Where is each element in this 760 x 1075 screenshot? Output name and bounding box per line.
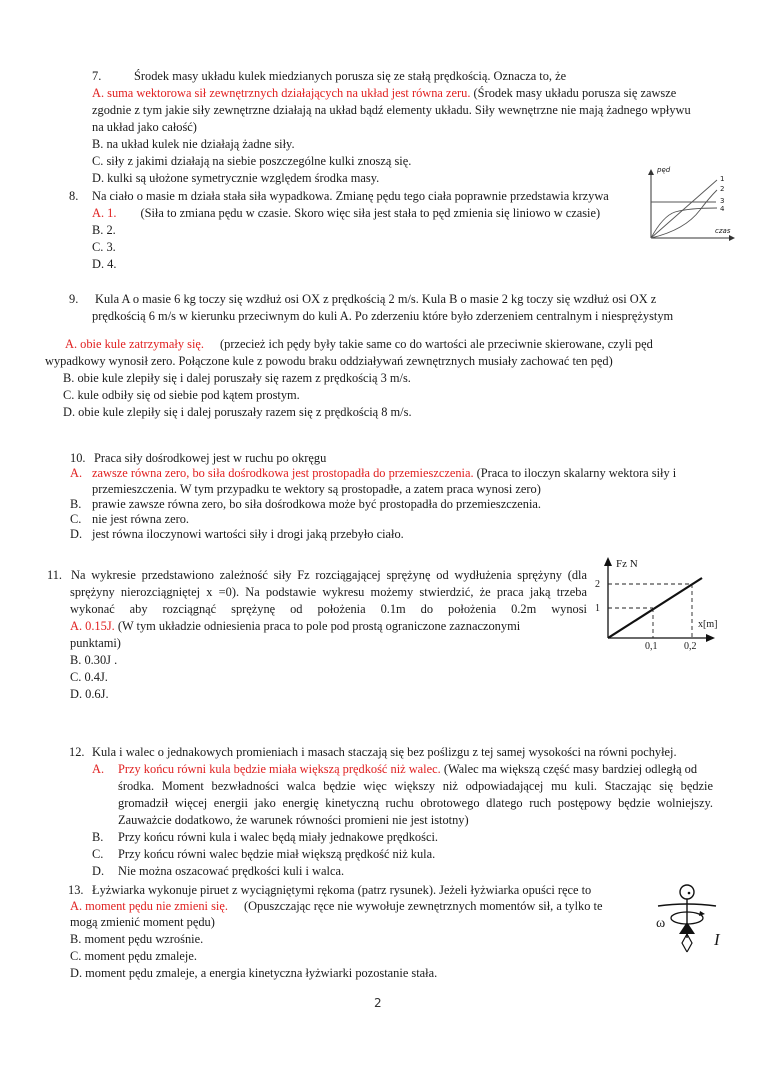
q7-explanation-3: na układ jako całość) <box>92 120 197 134</box>
q8-correct-answer: A. 1. <box>92 206 117 220</box>
curve-label-2: 2 <box>720 185 725 193</box>
page-number: 2 <box>374 996 382 1010</box>
q10-option-c-letter: C. <box>70 512 82 526</box>
q12-option-d: Nie można oszacować prędkości kuli i walca. <box>118 864 345 878</box>
graph-x-label: czas <box>715 227 731 235</box>
skater-figure <box>652 878 737 958</box>
q8-answer-line <box>92 205 600 221</box>
q11-option-c: C. 0.4J. <box>70 670 108 684</box>
q12-explanation-4: Zauważcie dodatkowo, że warunek równości promieni nie jest istotny) <box>118 813 469 827</box>
q9-option-c: C. kule odbiły się od siebie pod kątem prostym. <box>63 388 300 402</box>
q7-option-d: D. kulki są ułożone symetrycznie względem środka masy. <box>92 171 380 185</box>
q10-question: Praca siły dośrodkowej jest w ruchu po okręgu <box>94 451 327 465</box>
q9-option-d: D. obie kule zlepiły się i dalej poruszały razem się z prędkością 8 m/s. <box>63 405 412 419</box>
q7-question: Środek masy układu kulek miedzianych porusza się ze stałą prędkością. Oznacza to, że <box>134 69 567 83</box>
q12-number: 12. <box>69 745 85 759</box>
q11-number: 11. <box>47 568 63 582</box>
spring-force-graph <box>592 552 732 657</box>
q12-question: Kula i walec o jednakowych promieniach i masach staczają się bez poślizgu z tej samej wysokości na równi pochyłej. <box>92 745 677 759</box>
q12-explanation-3: gromadził więcej energii jako energię kinetyczną ruchu obrotowego dlatego ruch postępowy będzie wolniejszy. <box>118 796 713 810</box>
momentum-time-graph <box>645 168 755 243</box>
q12-explanation: (Walec ma większą część masy bardziej odległą od <box>440 762 698 776</box>
force-extension-figure <box>592 552 732 657</box>
q11-question-1: Na wykresie przedstawiono zależność siły Fz rozciągającej sprężynę od wydłużenia sprężyny (dla <box>71 568 587 582</box>
q9-question-1: Kula A o masie 6 kg toczy się wzdłuż osi OX z prędkością 2 m/s. Kula B o masie 2 kg toczy się wzdłuż osi OX z <box>95 292 657 306</box>
q11-explanation: (W tym układzie odniesienia praca to pole pod prostą ograniczone zaznaczonymi <box>114 619 521 633</box>
q9-correct-answer: A. obie kule zatrzymały się. <box>65 337 205 351</box>
q13-explanation: (Opuszczając ręce nie wywołuje zewnętrznych momentów sił, a tylko te <box>243 899 603 913</box>
q8-option-b: B. 2. <box>92 223 116 237</box>
q7-number: 7. <box>92 69 102 83</box>
q13-option-c: C. moment pędu zmaleje. <box>70 949 197 963</box>
q10-answer-letter: A. <box>70 466 83 480</box>
q7-explanation-2: zgodnie z tym jakie siły zewnętrzne działają na układ bądź elementy układu. Siły wewnętrzne nie mają żadnego wpływu <box>92 103 691 117</box>
inertia-label: I <box>714 930 720 949</box>
q7-option-b: B. na układ kulek nie działają żadne siły. <box>92 137 295 151</box>
q12-option-c-letter: C. <box>92 847 104 861</box>
q12-correct-answer: Przy końcu równi kula będzie miała większą prędkość niż walec. <box>118 762 441 776</box>
q10-number: 10. <box>70 451 86 465</box>
q11-answer-line <box>70 618 520 634</box>
x-tick-0-2: 0,2 <box>684 641 697 652</box>
q10-option-b: prawie zawsze równa zero, bo siła dośrodkowa może być prostopadła do przemieszczenia. <box>92 497 541 511</box>
q13-question: Łyżwiarka wykonuje piruet z wyciągniętymi rękoma (patrz rysunek). Jeżeli łyżwiarka opuści ręce to <box>92 883 592 897</box>
q13-option-d: D. moment pędu zmaleje, a energia kinetyczna łyżwiarki pozostanie stała. <box>70 966 438 980</box>
q13-correct-answer: A. moment pędu nie zmieni się. <box>70 899 228 913</box>
q12-answer-letter: A. <box>92 762 105 776</box>
q7-explanation: (Środek masy układu porusza się zawsze <box>470 86 677 100</box>
q11-option-b: B. 0.30J . <box>70 653 118 667</box>
q10-correct-answer: zawsze równa zero, bo siła dośrodkowa jest prostopadła do przemieszczenia. <box>92 466 474 480</box>
q10-option-d-letter: D. <box>70 527 83 541</box>
q12-option-b: Przy końcu równi kula i walec będą miały jednakowe prędkości. <box>118 830 438 844</box>
q9-question-2: prędkością 6 m/s w kierunku przeciwnym do kuli A. Po zderzeniu które było zderzeniem centralnym i niesprężystym <box>92 309 674 323</box>
q8-option-d: D. 4. <box>92 257 117 271</box>
q8-number: 8. <box>69 189 79 203</box>
x-tick-0-1: 0,1 <box>645 641 658 652</box>
q12-option-b-letter: B. <box>92 830 104 844</box>
q13-option-b: B. moment pędu wzrośnie. <box>70 932 204 946</box>
graph-y-label: Fz N <box>616 558 638 570</box>
curve-label-4: 4 <box>720 205 725 213</box>
q11-explanation-2: punktami) <box>70 636 121 650</box>
q13-explanation-2: mogą zmienić moment pędu) <box>70 915 215 929</box>
q13-answer-line <box>70 898 602 914</box>
q7-answer-line <box>92 85 676 101</box>
q11-correct-answer: A. 0.15J. <box>70 619 115 633</box>
graph-x-label: x[m] <box>698 619 718 630</box>
q9-number: 9. <box>69 292 79 306</box>
q13-number: 13. <box>68 883 84 897</box>
q10-explanation: (Praca to iloczyn skalarny wektora siły i <box>473 466 677 480</box>
y-tick-2: 2 <box>595 579 600 590</box>
curve-label-1: 1 <box>720 175 725 183</box>
q10-explanation-2: przemieszczenia. W tym przypadku te wektory są prostopadłe, a zatem praca wynosi zero) <box>92 482 541 496</box>
q11-question-3: wykonać aby rozciągnąć sprężynę od położenia 0.1m do położenia 0.2m wynosi <box>70 602 587 616</box>
q12-option-c: Przy końcu równi walec będzie miał większą prędkość niż kula. <box>118 847 436 861</box>
q9-explanation: (przecież ich pędy były takie same co do wartości ale przeciwnie skierowane, czyli pęd <box>220 337 653 351</box>
q8-explanation: (Siła to zmiana pędu w czasie. Skoro więc siła jest stała to pęd zmienia się liniowo w czasie) <box>140 206 601 220</box>
graph-y-label: pęd <box>657 166 671 174</box>
q9-answer-line <box>65 336 653 352</box>
q11-question-2: sprężyny nierozciągniętej x =0). Na podstawie wykresu możemy stwierdzić, że praca jaką trzeba <box>70 585 587 599</box>
q7-option-c: C. siły z jakimi działają na siebie poszczególne kulki znoszą się. <box>92 154 412 168</box>
omega-label: ω <box>656 916 666 931</box>
q12-explanation-2: środka. Moment bezwładności walca będzie więc większy niż odpowiadającej mu kuli. Staczając się będzie <box>118 779 713 793</box>
q9-explanation-2: wypadkowy wynosił zero. Połączone kule z powodu braku oddziaływań zewnętrznych musiały zachować ten pęd) <box>45 354 613 368</box>
q10-option-b-letter: B. <box>70 497 82 511</box>
q10-answer-line <box>92 465 676 481</box>
q7-correct-answer: A. suma wektorowa sił zewnętrznych działających na układ jest równa zeru. <box>92 86 471 100</box>
q8-option-c: C. 3. <box>92 240 116 254</box>
y-tick-1: 1 <box>595 603 600 614</box>
q12-option-d-letter: D. <box>92 864 105 878</box>
q11-option-d: D. 0.6J. <box>70 687 109 701</box>
q9-option-b: B. obie kule zlepiły się i dalej poruszały się razem z prędkością 3 m/s. <box>63 371 411 385</box>
q8-question: Na ciało o masie m działa stała siła wypadkowa. Zmianę pędu tego ciała poprawnie przedstawia krzywa <box>92 189 609 203</box>
q12-answer-line <box>118 761 697 777</box>
curve-label-3: 3 <box>720 197 725 205</box>
q10-option-c: nie jest równa zero. <box>92 512 190 526</box>
momentum-curves-figure <box>645 168 755 243</box>
q10-option-d: jest równa iloczynowi wartości siły i drogi jaką przebyło ciało. <box>92 527 404 541</box>
